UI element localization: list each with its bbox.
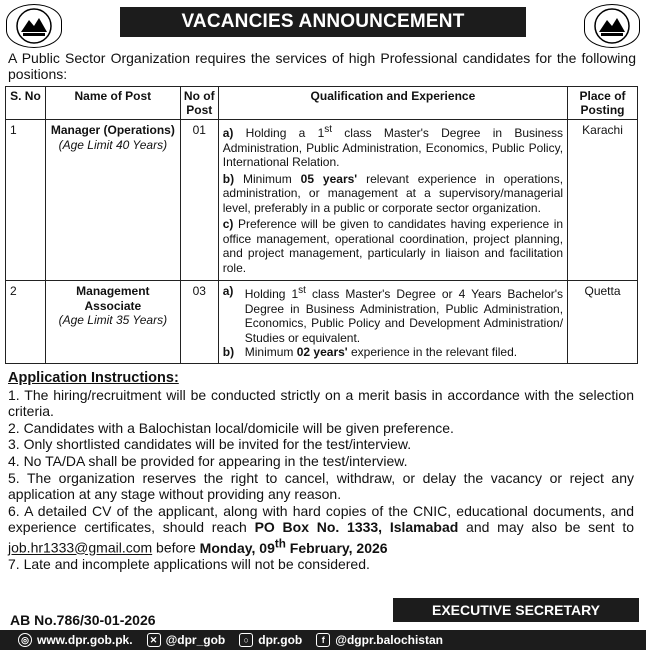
- page-title: VACANCIES ANNOUNCEMENT: [120, 7, 526, 37]
- footer-facebook[interactable]: f @dgpr.balochistan: [316, 633, 443, 647]
- instruction-item: 4. No TA/DA shall be provided for appearing in the test/interview.: [8, 452, 408, 469]
- header-no-of-post: No of Post: [180, 87, 218, 120]
- qualification-item: b) Minimum 05 years' relevant experience in operations, administration, or management at a supervisory/managerial level, preferably in a public or corporate sector organization.: [222, 171, 564, 215]
- row-sno: 1: [6, 120, 46, 281]
- row-post-count: 03: [180, 281, 218, 364]
- signatory-box: EXECUTIVE SECRETARY: [393, 598, 639, 622]
- application-instructions: [8, 370, 634, 573]
- vacancies-table: [5, 86, 638, 364]
- qualification-item: a) Holding 1st class Master's Degree or 4 Years Bachelor's Degree in Business Administration, Public Administration, Economics, Public Policy and Development Administration/ Studies or equivalent.: [222, 284, 564, 345]
- footer-bar: [0, 630, 646, 650]
- table-header-row: [6, 87, 638, 120]
- post-age-limit: (Age Limit 40 Years): [58, 137, 168, 152]
- row-sno: 2: [6, 281, 46, 364]
- instruction-item: 1. The hiring/recruitment will be conducted strictly on a merit basis in accordance with the selection criteria.: [8, 386, 634, 420]
- instructions-title: Application Instructions:: [8, 370, 179, 386]
- qualification-item: b) Minimum 02 years' experience in the relevant filed.: [222, 345, 518, 359]
- instruction-item: 3. Only shortlisted candidates will be invited for the test/interview.: [8, 436, 412, 453]
- x-icon: ✕: [147, 633, 161, 647]
- qualification-item: a) Holding a 1st class Master's Degree in Business Administration, Public Administration, Economics, Public Policy, International Relation.: [222, 124, 564, 169]
- header-place-of-posting: Place of Posting: [568, 87, 638, 120]
- instruction-item: 7. Late and incomplete applications will not be considered.: [8, 556, 370, 573]
- row-post-name: [45, 281, 180, 364]
- table-row: [6, 281, 638, 364]
- row-place: Karachi: [568, 120, 638, 281]
- emblem-icon: [587, 6, 637, 46]
- left-emblem-logo: [6, 4, 62, 48]
- row-place: Quetta: [568, 281, 638, 364]
- post-title: Manager (Operations): [50, 123, 175, 137]
- right-emblem-logo: [584, 4, 640, 48]
- instruction-item: 2. Candidates with a Balochistan local/domicile will be given preference.: [8, 419, 454, 436]
- post-title: Management Associate: [76, 284, 150, 313]
- ad-number: AB No.786/30-01-2026: [10, 612, 156, 628]
- facebook-icon: f: [316, 633, 330, 647]
- qualification-item: c) Preference will be given to candidates having experience in office management, operational coordination, project planning, and project management, particularly in liaison and facilitation role.: [222, 217, 564, 275]
- row-qualification: [218, 120, 567, 281]
- globe-icon: ◎: [18, 633, 32, 647]
- header-name-of-post: Name of Post: [45, 87, 180, 120]
- email-link[interactable]: job.hr1333@gmail.com: [8, 539, 153, 556]
- row-qualification: [218, 281, 567, 364]
- instruction-item: 5. The organization reserves the right to cancel, withdraw, or delay the vacancy or reject any application at any stage without providing any reason.: [8, 469, 634, 503]
- footer-website[interactable]: ◎ www.dpr.gob.pk.: [18, 633, 133, 647]
- emblem-icon: [9, 6, 59, 46]
- footer-x[interactable]: ✕ @dpr_gob: [147, 633, 226, 647]
- instagram-icon: ○: [239, 633, 253, 647]
- intro-text: A Public Sector Organization requires the services of high Professional candidates for the following positions:: [8, 50, 636, 82]
- header-qualification: Qualification and Experience: [218, 87, 567, 120]
- header-sno: S. No: [6, 87, 46, 120]
- instruction-item: 6. A detailed CV of the applicant, along with hard copies of the CNIC, educational documents, and experience certificates, should reach PO Box No. 1333, Islamabad and may also be sent to job.hr1333@gmail.com before Monday, 09th February, 2026: [8, 502, 634, 556]
- table-row: [6, 120, 638, 281]
- row-post-name: [45, 120, 180, 281]
- row-post-count: 01: [180, 120, 218, 281]
- post-age-limit: (Age Limit 35 Years): [58, 313, 168, 327]
- footer-instagram[interactable]: ○ dpr.gob: [239, 633, 302, 647]
